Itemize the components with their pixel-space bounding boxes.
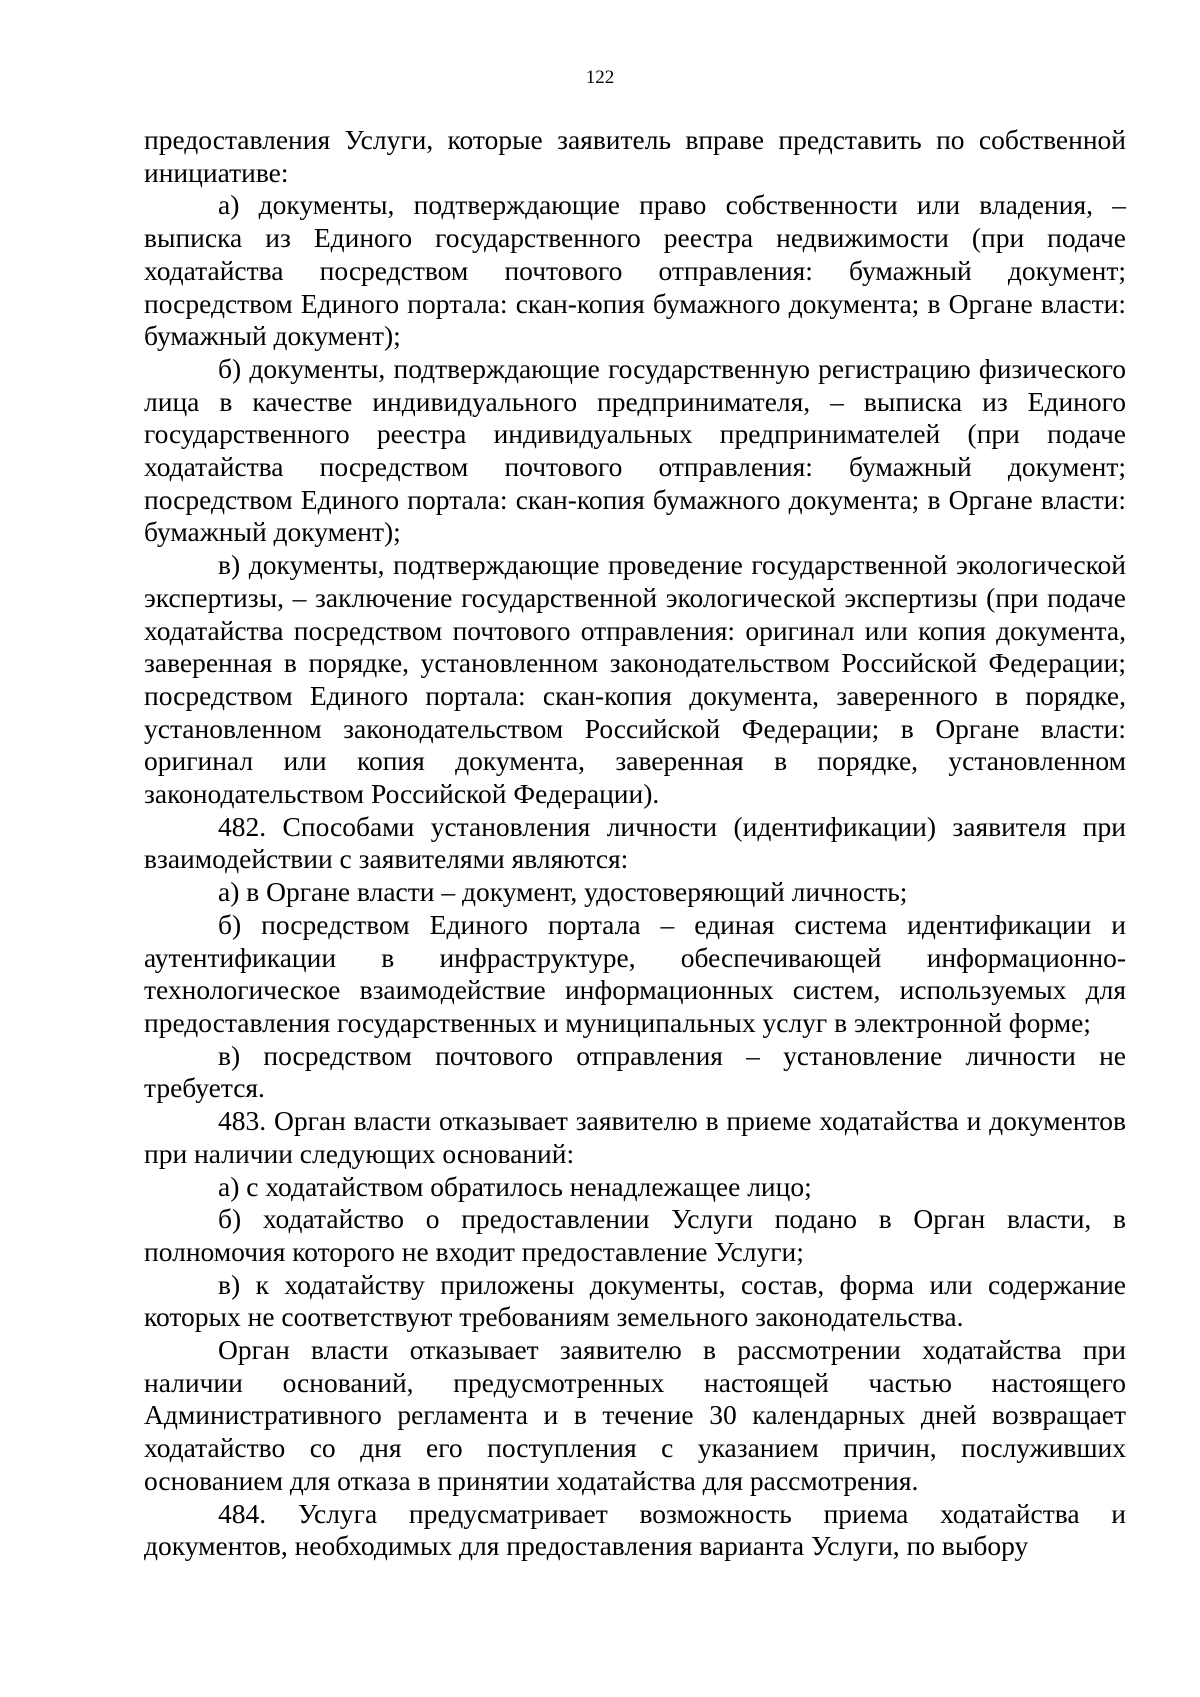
- paragraph-483: 483. Орган власти отказывает заявителю в приеме ходатайства и документов при наличии следующих оснований:: [144, 1105, 1126, 1169]
- paragraph-484: 484. Услуга предусматривает возможность приема ходатайства и документов, необходимых для предоставления варианта Услуги, по выбору: [144, 1497, 1126, 1562]
- paragraph-482-b: б) посредством Единого портала – единая система идентификации и аутентификации в инфраструктуре, обеспечивающей информационно-технологическое взаимодействие информационных систем, используемых для предоставления государственных и муниципальных услуг в электронной форме;: [144, 908, 1126, 1038]
- paragraph-482-a: а) в Органе власти – документ, удостоверяющий личность;: [218, 876, 908, 908]
- paragraph-continuation: предоставления Услуги, которые заявитель вправе представить по собственной инициативе:: [144, 124, 1126, 188]
- paragraph-483-b: б) ходатайство о предоставлении Услуги подано в Орган власти, в полномочия которого не входит предоставление Услуги;: [144, 1203, 1126, 1267]
- paragraph-refusal: Орган власти отказывает заявителю в рассмотрении ходатайства при наличии оснований, предусмотренных настоящей частью настоящего Административного регламента и в течение 30 календарных дней возвращает ходатайство со дня его поступления с указанием причин, послуживших основанием для отказа в принятии ходатайства для рассмотрения.: [144, 1334, 1126, 1496]
- paragraph-item-a-ownership: а) документы, подтверждающие право собственности или владения, – выписка из Единого государственного реестра недвижимости (при подаче ходатайства посредством почтового отправления: бумажный документ; посредством Единого портала: скан-копия бумажного документа; в Органе власти: бумажный документ);: [144, 189, 1126, 352]
- paragraph-482: 482. Способами установления личности (идентификации) заявителя при взаимодействии с заявителями являются:: [144, 810, 1126, 875]
- paragraph-483-v: в) к ходатайству приложены документы, состав, форма или содержание которых не соответствуют требованиям земельного законодательства.: [144, 1268, 1126, 1333]
- paragraph-482-v: в) посредством почтового отправления – установление личности не требуется.: [144, 1039, 1126, 1104]
- paragraph-item-b-entrepreneur: б) документы, подтверждающие государственную регистрацию физического лица в качестве индивидуального предпринимателя, – выписка из Единого государственного реестра индивидуальных предпринимателей (при подаче ходатайства посредством почтового отправления: бумажный документ; посредством Единого портала: скан-копия бумажного документа; в Органе власти: бумажный документ);: [144, 352, 1126, 548]
- paragraph-item-v-ecological-expertise: в) документы, подтверждающие проведение государственной экологической экспертизы, – заключение государственной экологической экспертизы (при подаче ходатайства посредством почтового отправления: оригинал или копия документа, заверенная в порядке, установленном законодательством Российской Федерации; посредством Единого портала: скан-копия документа, заверенного в порядке, установленном законодательством Российской Федерации; в Органе власти: оригинал или копия документа, заверенная в порядке, установленном законодательством Российской Федерации).: [144, 549, 1126, 810]
- body-text: [144, 124, 1126, 1563]
- page-number: 122: [585, 67, 615, 88]
- paragraph-483-a: а) с ходатайством обратилось ненадлежащее лицо;: [218, 1170, 812, 1202]
